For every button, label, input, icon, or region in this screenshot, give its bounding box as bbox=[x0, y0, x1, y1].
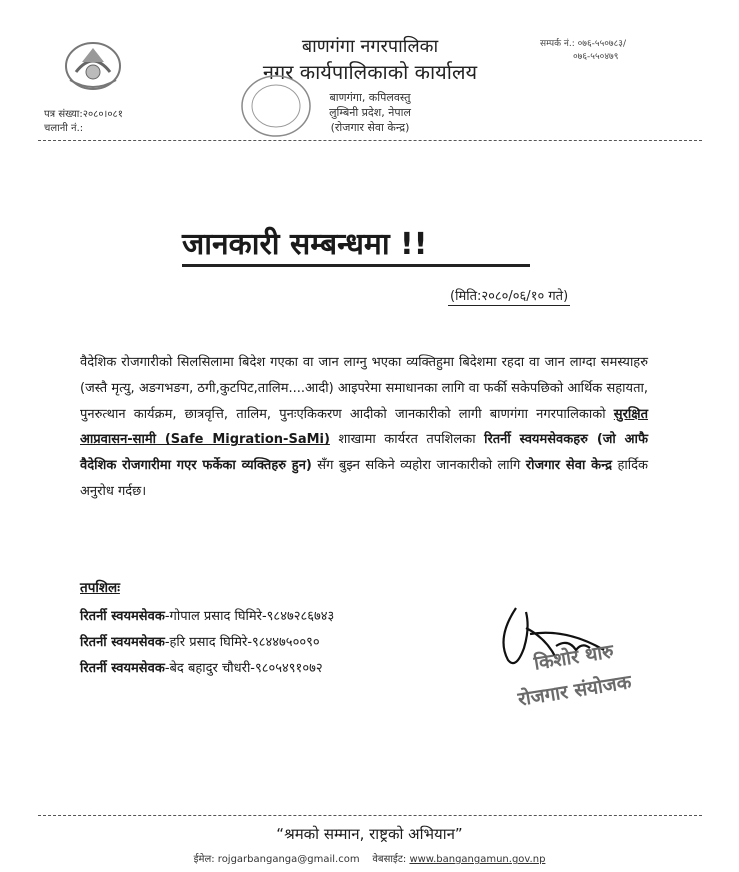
body-bold1: सुरक्षित आप्रवासन-सामी (Safe Migration-SaMi) bbox=[80, 406, 648, 448]
list-item bbox=[80, 656, 334, 682]
email-link[interactable]: rojgarbanganga@gmail.com bbox=[217, 854, 360, 865]
volunteer-detail: -गोपाल प्रसाद घिमिरे-९८४७२८६७४३ bbox=[164, 609, 335, 624]
title-underline bbox=[182, 264, 530, 267]
volunteer-role: रितर्नी स्वयमसेवक bbox=[80, 609, 165, 624]
contact-label: सम्पर्क नं.: bbox=[540, 39, 575, 49]
website-link[interactable]: www.bangangamun.gov.np bbox=[409, 854, 546, 865]
municipality-name: बाणगंगा नगरपालिका bbox=[301, 36, 439, 57]
footer-contacts bbox=[0, 851, 739, 865]
list-item bbox=[80, 630, 334, 656]
header-address bbox=[250, 90, 490, 135]
reference-numbers bbox=[44, 108, 123, 136]
letter-body bbox=[80, 350, 648, 505]
stamp-name: किशोर थारु bbox=[532, 640, 616, 675]
page-title: जानकारी सम्बन्धमा !! bbox=[182, 227, 428, 262]
website-label: वेबसाईट: bbox=[372, 854, 407, 865]
contact-phone2: ०७६-५५०४७९ bbox=[573, 52, 619, 62]
body-part3: सँग बुझ्न सकिने व्यहोरा जानकारीको लागि bbox=[311, 458, 526, 474]
body-part2: शाखामा कार्यरत तपशिलका bbox=[329, 432, 485, 448]
email-label: ईमेल: bbox=[193, 854, 215, 865]
tapasil-heading: तपशिलः bbox=[80, 580, 120, 596]
volunteer-detail: -बेद बहादुर चौधरी-९८०५४९१०७२ bbox=[164, 661, 323, 676]
body-part1: वैदेशिक रोजगारीको सिलसिलामा बिदेश गएका वा जान लाग्नु भएका व्यक्तिहुमा बिदेशमा रहदा वा जान लाग्दा समस्याहरु (जस्तै मृत्यु, अङगभङग, ठगी,कुटपिट,तालिम....आदी) आइपरेमा समाधानका लागि वा फर्की सकेपछिको आर्थिक सहायता, पुनरुत्थान कार्यक्रम, छात्रवृत्ति, तालिम, पुनःएकिकरण आदीको जानकारीको लागी बाणगंगा नगरपालिकाको bbox=[80, 355, 648, 422]
address-line2: लुम्बिनी प्रदेश, नेपाल bbox=[329, 106, 411, 119]
dispatch-number: चलानी नं.: bbox=[44, 123, 84, 134]
office-name: नगर कार्यपालिकाको कार्यालय bbox=[262, 60, 478, 84]
address-line1: बाणगंगा, कपिलवस्तु bbox=[329, 91, 411, 104]
volunteer-role: रितर्नी स्वयमसेवक bbox=[80, 661, 165, 676]
volunteer-detail: -हरि प्रसाद घिमिरे-९८४४७५००९० bbox=[164, 635, 320, 650]
body-part4: हार्दिक अनुरोध गर्दछ। bbox=[80, 458, 648, 499]
body-bold2: रितर्नी स्वयमसेवकहरु (जो आफै वैदेशिक रोजगारीमा गएर फर्केका व्यक्तिहरु हुन) bbox=[80, 432, 648, 474]
letter-date: (मिति:२०८०/०६/१० गते) bbox=[448, 286, 570, 306]
nepal-emblem-icon bbox=[62, 36, 124, 92]
volunteer-role: रितर्नी स्वयमसेवक bbox=[80, 635, 165, 650]
volunteer-list bbox=[80, 604, 334, 682]
contact-phone1: ०७६-५५०७८३/ bbox=[577, 39, 627, 49]
body-bold3: रोजगार सेवा केन्द्र bbox=[525, 458, 613, 474]
service-center: (रोजगार सेवा केन्द्र) bbox=[330, 121, 410, 134]
contact-info bbox=[540, 38, 690, 64]
header-divider bbox=[38, 140, 702, 141]
letter-number: पत्र संख्या:२०८०।०८१ bbox=[44, 109, 123, 120]
footer-motto: “श्रमको सम्मान, राष्ट्रको अभियान” bbox=[276, 825, 463, 843]
footer-divider bbox=[38, 815, 702, 816]
stamp-designation: रोजगार संयोजक bbox=[516, 671, 633, 711]
list-item bbox=[80, 604, 334, 630]
